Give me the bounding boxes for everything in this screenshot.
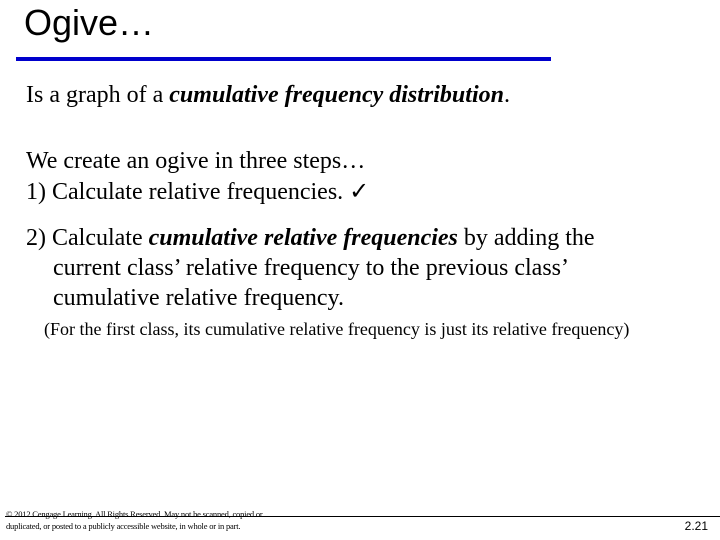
step-2-line3: cumulative relative frequency. xyxy=(53,285,344,311)
page-number: 2.21 xyxy=(684,519,708,533)
slide-title: Ogive… xyxy=(24,2,155,43)
step-2-a: 2) Calculate xyxy=(26,225,149,251)
checkmark-icon: ✓ xyxy=(349,179,370,205)
note: (For the first class, its cumulative relative frequency is just its relative frequency) xyxy=(44,319,630,339)
step-1-text: 1) Calculate relative frequencies. xyxy=(26,179,350,205)
title-underline xyxy=(16,57,551,61)
step-1 xyxy=(26,177,369,207)
step-2 xyxy=(26,223,595,253)
step-2-term: cumulative relative frequencies xyxy=(148,225,458,251)
step-2-line2: current class’ relative frequency to the previous class’ xyxy=(53,255,569,281)
copyright-line-2: duplicated, or posted to a publicly accessible website, in whole or in part. xyxy=(6,521,241,531)
copyright-line-1: © 2012 Cengage Learning. All Rights Reserved. May not be scanned, copied or xyxy=(6,509,263,519)
step-2-c: by adding the xyxy=(457,225,595,251)
steps-intro: We create an ogive in three steps… xyxy=(26,148,366,174)
intro-a: Is a graph of a xyxy=(26,82,170,108)
intro-text xyxy=(26,80,510,110)
intro-term: cumulative frequency distribution xyxy=(169,82,504,108)
intro-c: . xyxy=(503,82,510,108)
